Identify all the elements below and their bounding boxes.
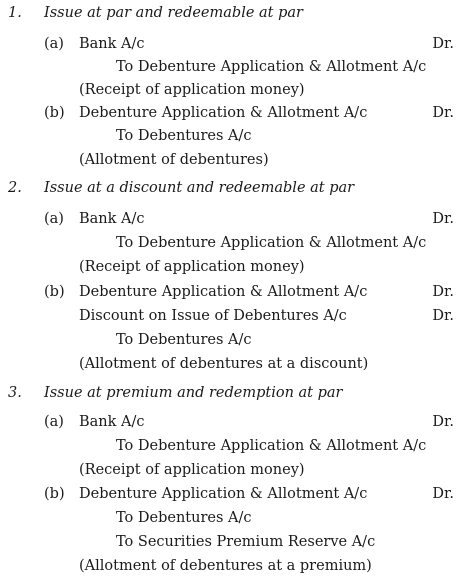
credit-line <box>0 530 464 554</box>
entry-label: (a) <box>44 211 64 227</box>
section-title: Issue at a discount and redeemable at par <box>44 180 355 196</box>
debit-account: Debenture Application & Allotment A/c <box>79 284 368 300</box>
debit-line <box>0 482 464 506</box>
debit-marker: Dr. <box>432 486 454 502</box>
narration: (Allotment of debentures) <box>79 152 269 168</box>
credit-account: To Debentures A/c <box>116 510 252 526</box>
debit-marker: Dr. <box>432 414 454 430</box>
narration: (Receipt of application money) <box>79 259 305 275</box>
credit-line <box>0 328 464 352</box>
credit-line <box>0 434 464 458</box>
narration-line <box>0 148 464 172</box>
entry-label: (b) <box>44 284 65 300</box>
debit-marker: Dr. <box>432 308 454 324</box>
section-heading <box>0 1 464 25</box>
narration: (Allotment of debentures at a discount) <box>79 356 369 372</box>
section-title: Issue at premium and redemption at par <box>44 385 343 401</box>
debit-account: Bank A/c <box>79 414 145 430</box>
debit-marker: Dr. <box>432 284 454 300</box>
narration: (Allotment of debentures at a premium) <box>79 558 372 574</box>
debit-marker: Dr. <box>432 36 454 52</box>
credit-account: To Debenture Application & Allotment A/c <box>116 59 427 75</box>
narration-line <box>0 78 464 102</box>
debit-line <box>0 410 464 434</box>
debit-account: Discount on Issue of Debentures A/c <box>79 308 347 324</box>
narration: (Receipt of application money) <box>79 82 305 98</box>
narration-line <box>0 458 464 482</box>
section-heading <box>0 176 464 200</box>
entry-label: (a) <box>44 36 64 52</box>
credit-account: To Debenture Application & Allotment A/c <box>116 438 427 454</box>
debit-account: Debenture Application & Allotment A/c <box>79 486 368 502</box>
debit-line <box>0 101 464 125</box>
credit-account: To Debentures A/c <box>116 128 252 144</box>
entry-label: (b) <box>44 105 65 121</box>
credit-line <box>0 55 464 79</box>
narration-line <box>0 352 464 376</box>
credit-line <box>0 124 464 148</box>
debit-marker: Dr. <box>432 211 454 227</box>
section-number: 2. <box>8 180 22 196</box>
debit-account: Debenture Application & Allotment A/c <box>79 105 368 121</box>
narration-line <box>0 554 464 578</box>
section-number: 1. <box>8 5 22 21</box>
narration-line <box>0 255 464 279</box>
credit-account: To Debenture Application & Allotment A/c <box>116 235 427 251</box>
entry-label: (a) <box>44 414 64 430</box>
section-heading <box>0 381 464 405</box>
debit-account: Bank A/c <box>79 211 145 227</box>
credit-account: To Debentures A/c <box>116 332 252 348</box>
narration: (Receipt of application money) <box>79 462 305 478</box>
credit-line <box>0 506 464 530</box>
credit-line <box>0 231 464 255</box>
debit-line <box>0 207 464 231</box>
debit-line <box>0 304 464 328</box>
section-number: 3. <box>8 385 22 401</box>
debit-line <box>0 32 464 56</box>
credit-account: To Securities Premium Reserve A/c <box>116 534 376 550</box>
entry-label: (b) <box>44 486 65 502</box>
debit-line <box>0 280 464 304</box>
debit-marker: Dr. <box>432 105 454 121</box>
section-title: Issue at par and redeemable at par <box>44 5 303 21</box>
debit-account: Bank A/c <box>79 36 145 52</box>
